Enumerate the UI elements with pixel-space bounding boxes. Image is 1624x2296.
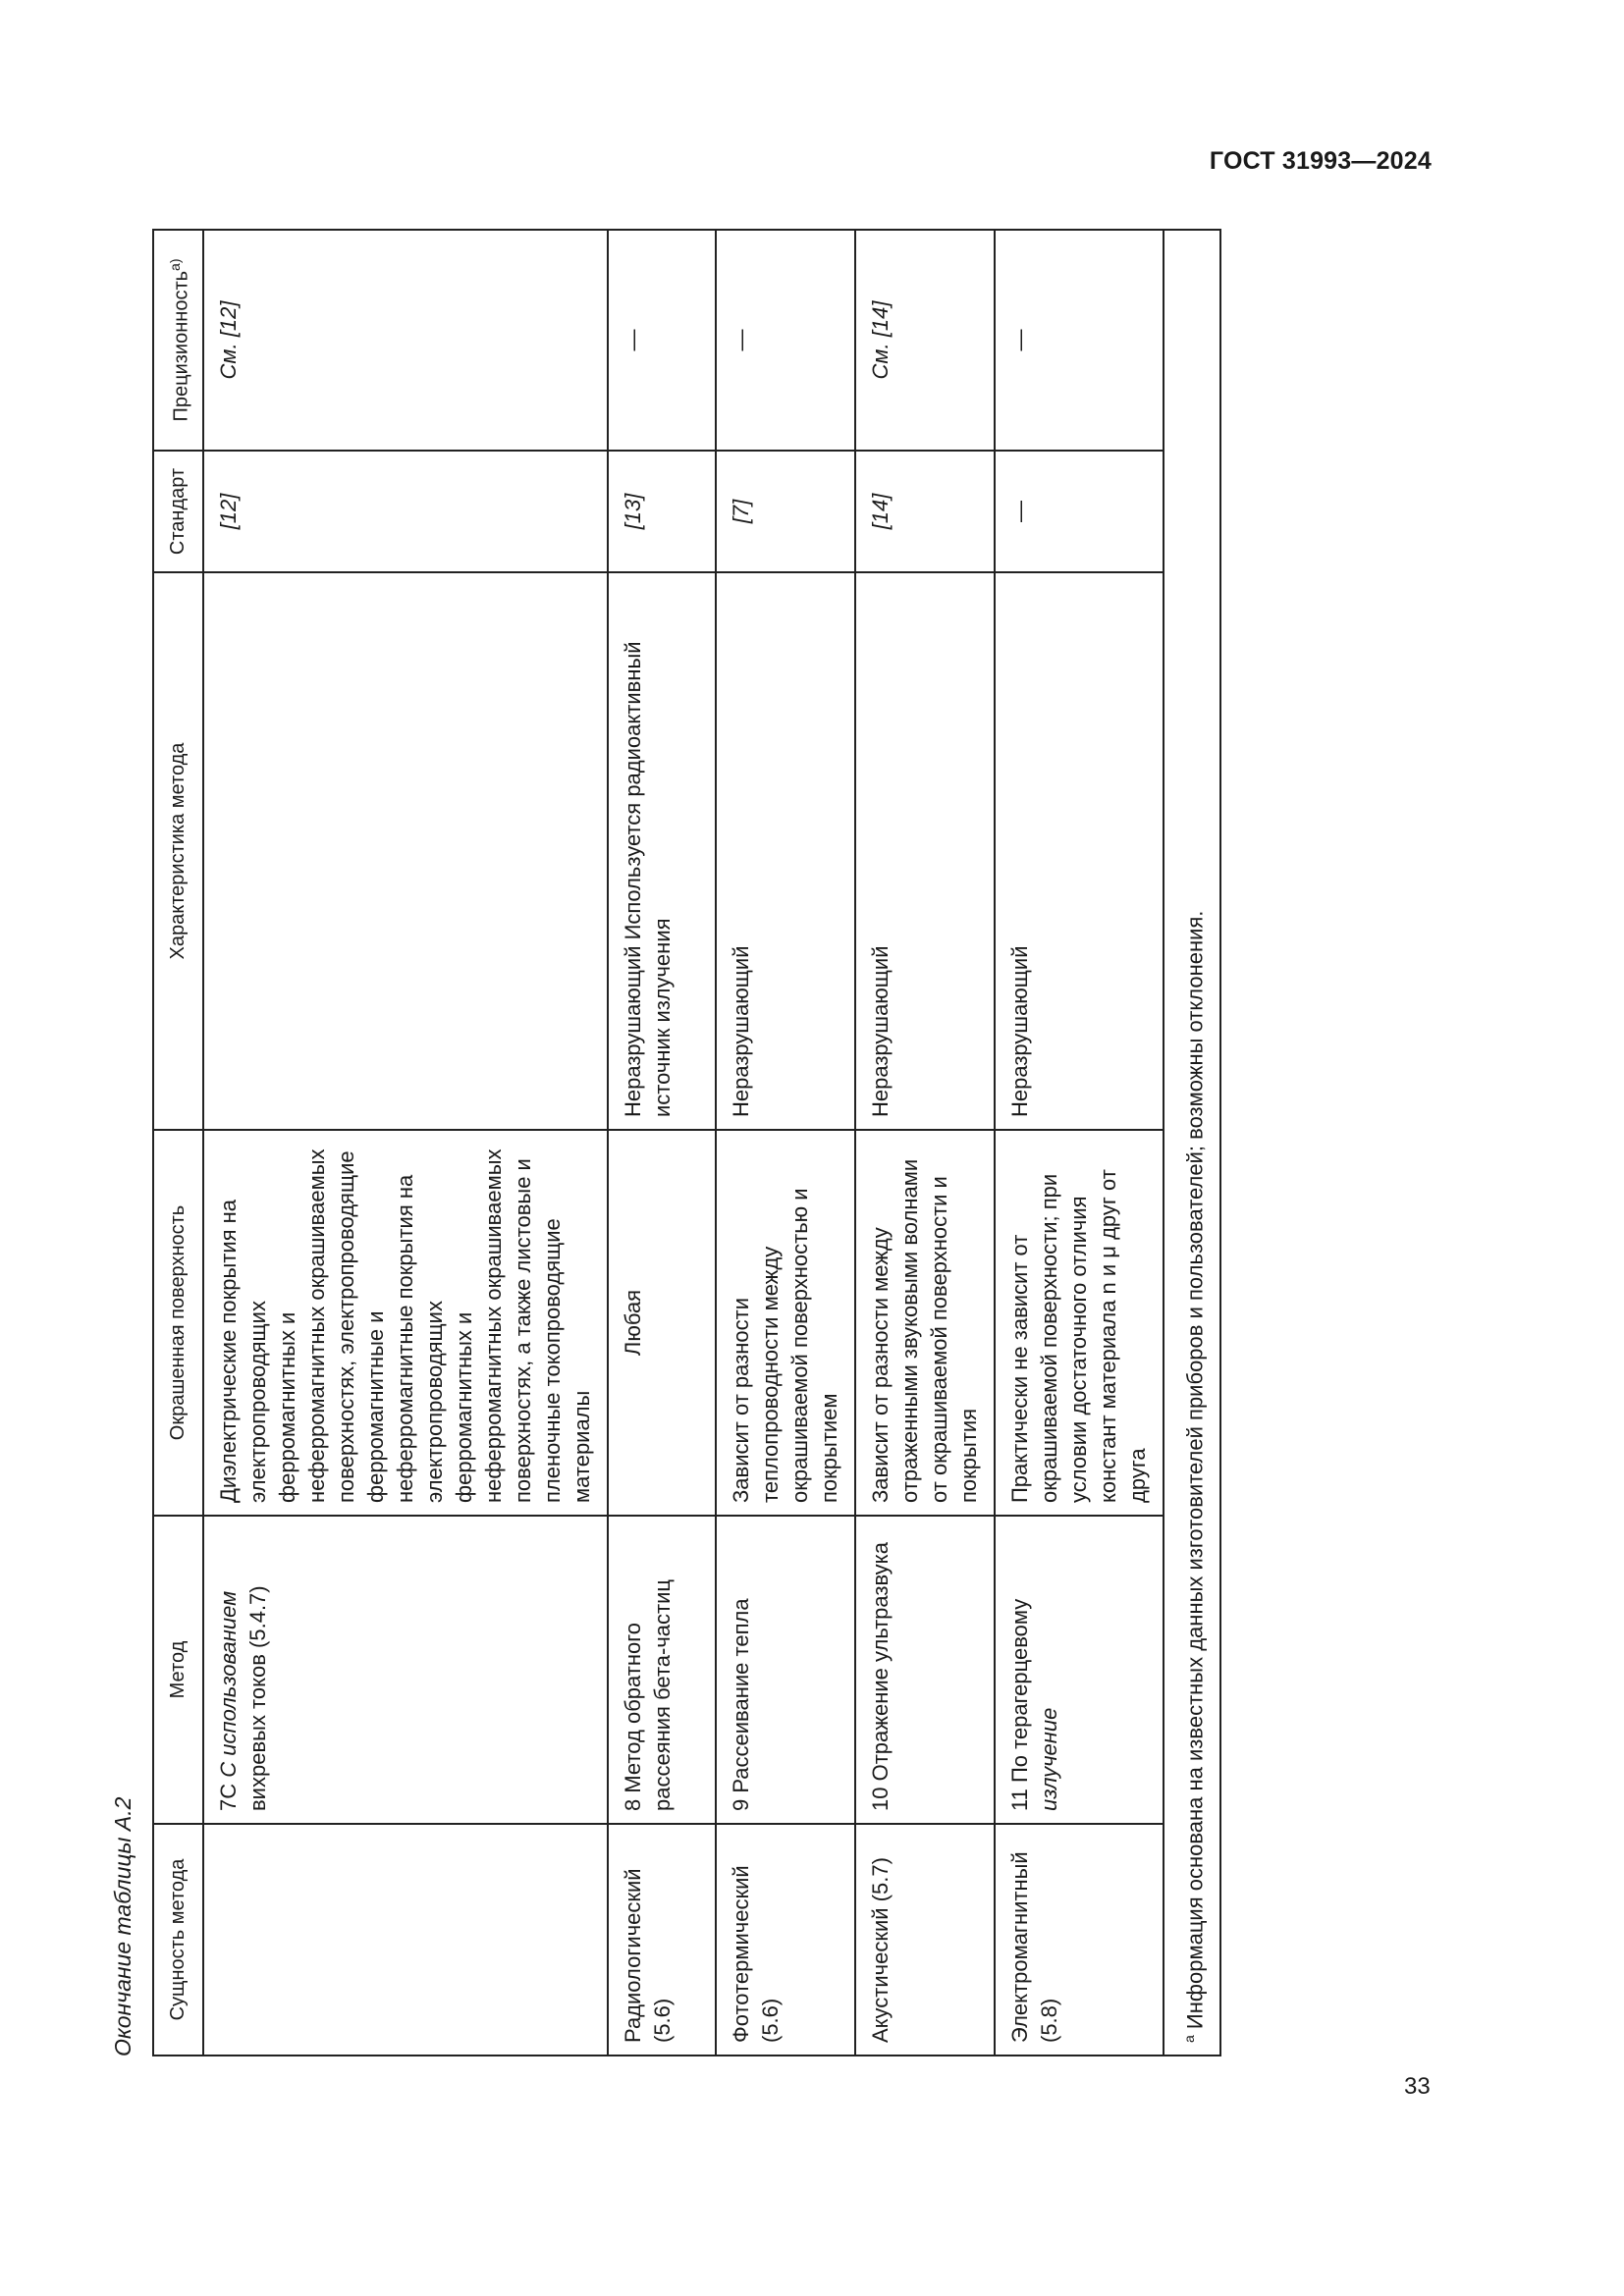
cell-characteristic [203,572,608,1130]
cell-surface: Зависит от разности теплопроводности между окрашиваемой поверхностью и покрытием [716,1130,855,1516]
cell-standard: — [995,451,1164,572]
table-row [608,230,716,2056]
col-header-precision [153,230,203,451]
table-header-row [153,230,203,2056]
cell-essence [203,1824,608,2056]
cell-surface: Зависит от разности между отраженными звуковыми волнами от окрашиваемой поверхности и покрытия [855,1130,995,1516]
cell-standard: [14] [855,451,995,572]
document-code: ГОСТ 31993—2024 [1209,147,1432,175]
col-header-essence: Сущность метода [153,1824,203,2056]
cell-characteristic: Неразрушающий Используется радиоактивный источник излучения [608,572,716,1130]
cell-characteristic: Неразрушающий [855,572,995,1130]
footnote-mark: а [1180,2035,1197,2043]
cell-characteristic: Неразрушающий [995,572,1164,1130]
cell-essence: Акустический (5.7) [855,1824,995,2056]
footnote-row [1164,230,1220,2056]
methods-table [152,229,1221,2056]
cell-essence: Радиологический (5.6) [608,1824,716,2056]
cell-precision: См. [14] [855,230,995,451]
page-number: 33 [1404,2073,1431,2100]
cell-method: 8 Метод обратного рассеяния бета-частиц [608,1516,716,1824]
footnote-ref: а) [167,258,183,271]
cell-standard: [13] [608,451,716,572]
table-caption: Окончание таблицы А.2 [110,1796,135,2056]
cell-method: 7С С использованием вихревых токов (5.4.7) [203,1516,608,1824]
cell-characteristic: Неразрушающий [716,572,855,1130]
table-row [203,230,608,2056]
cell-essence: Электромагнитный (5.8) [995,1824,1164,2056]
cell-surface: Практически не зависит от окрашиваемой поверхности; при условии достаточного отличия констант материала n и μ друг от друга [995,1130,1164,1516]
cell-standard: [7] [716,451,855,572]
col-header-method: Метод [153,1516,203,1824]
cell-standard: [12] [203,451,608,572]
col-header-surface: Окрашенная поверхность [153,1130,203,1516]
cell-surface: Диэлектрические покрытия на электропроводящих ферромагнитных и неферромагнитных окрашиваемых поверхностях, электропроводящие ферромагнитные и неферромагнитные покрытия на электропроводящих ферромагнитных и неферромагнитных окрашиваемых поверхностях, а также листовые и пленочные токопроводящие материалы [203,1130,608,1516]
col-header-standard: Стандарт [153,451,203,572]
col-header-characteristic: Характеристика метода [153,572,203,1130]
cell-method: 9 Рассеивание тепла [716,1516,855,1824]
cell-precision: — [608,230,716,451]
cell-precision: См. [12] [203,230,608,451]
table-footnote [1164,230,1220,2056]
footnote-text: Информация основана на известных данных изготовителей приборов и пользователей; возможны отклонения. [1181,910,1207,2030]
precision-label: Прецизионность [170,270,192,422]
cell-essence: Фототермический (5.6) [716,1824,855,2056]
cell-method: 11 По терагерцевому излучение [995,1516,1164,1824]
rotated-table-sheet [108,231,1207,2056]
cell-precision: — [995,230,1164,451]
table-row [716,230,855,2056]
cell-precision: — [716,230,855,451]
cell-surface: Любая [608,1130,716,1516]
cell-method: 10 Отражение ультразвука [855,1516,995,1824]
table-row [855,230,995,2056]
table-row [995,230,1164,2056]
